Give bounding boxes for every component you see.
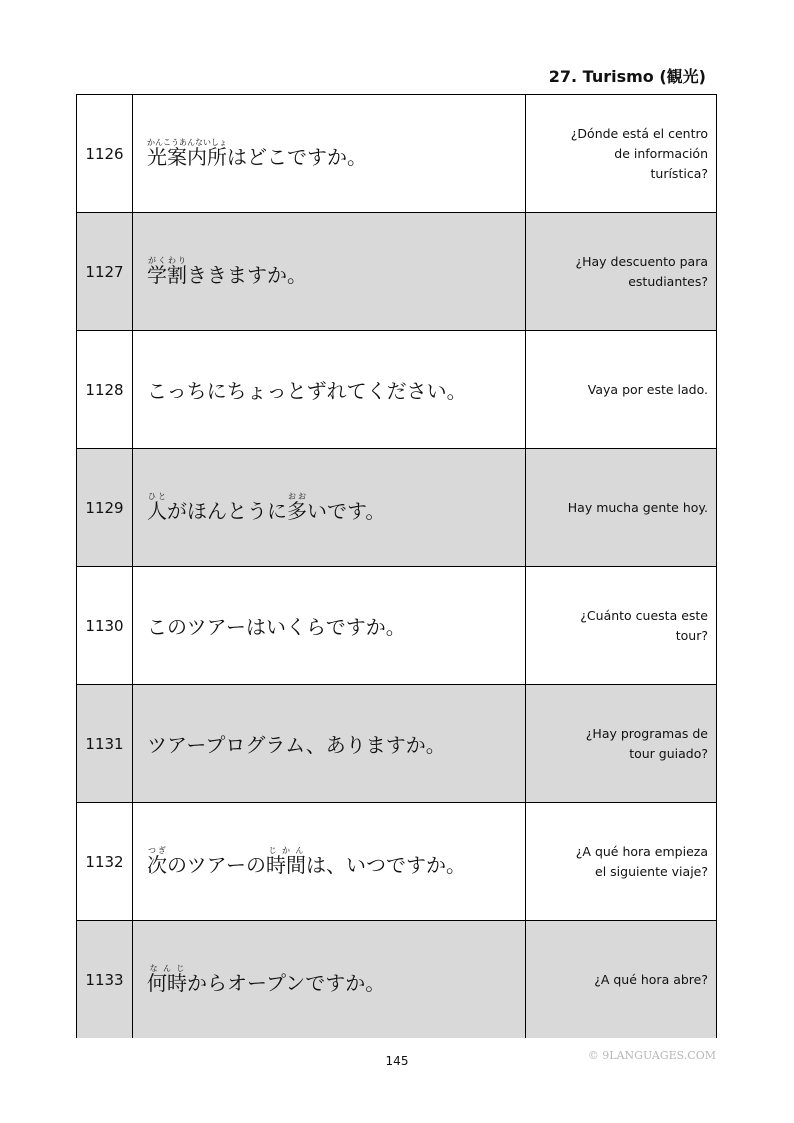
table-row	[77, 95, 717, 213]
furigana-reading: じかん	[266, 845, 306, 855]
table-row	[77, 213, 717, 331]
japanese-phrase	[133, 449, 526, 567]
phrase-table	[76, 94, 717, 1038]
furigana-word	[147, 963, 187, 995]
japanese-phrase	[133, 685, 526, 803]
kanji-base: 光案内所	[147, 144, 227, 169]
phrase-text: がほんとうに	[167, 498, 287, 523]
table-row	[77, 685, 717, 803]
japanese-phrase	[133, 803, 526, 921]
spanish-translation: ¿Hay programas de tour guiado?	[526, 685, 717, 803]
phrase-text: ツアープログラム、ありますか。	[147, 733, 446, 757]
phrase-text: は、いつですか。	[306, 852, 466, 877]
phrase-number: 1133	[77, 921, 133, 1039]
japanese-phrase	[133, 213, 526, 331]
furigana-reading: かんこうあんないしょ	[147, 137, 227, 147]
page-number: 145	[385, 1054, 409, 1068]
furigana-word	[147, 255, 187, 287]
spanish-translation: Vaya por este lado.	[526, 331, 717, 449]
japanese-phrase	[133, 921, 526, 1039]
spanish-translation: ¿Hay descuento para estudiantes?	[526, 213, 717, 331]
phrase-number: 1128	[77, 331, 133, 449]
phrase-text: このツアーはいくらですか。	[147, 615, 406, 639]
table-row	[77, 921, 717, 1039]
furigana-word	[147, 845, 167, 877]
kanji-base: 何時	[147, 970, 187, 995]
kanji-base: 次	[147, 852, 167, 877]
spanish-translation: ¿Cuánto cuesta este tour?	[526, 567, 717, 685]
spanish-translation: ¿A qué hora abre?	[526, 921, 717, 1039]
phrase-number: 1129	[77, 449, 133, 567]
phrase-number: 1126	[77, 95, 133, 213]
furigana-word	[147, 491, 167, 523]
phrase-number: 1131	[77, 685, 133, 803]
phrase-text: ききますか。	[187, 262, 307, 287]
page-title: 27. Turismo (観光)	[548, 67, 706, 86]
table-row	[77, 449, 717, 567]
phrase-text: からオープンですか。	[187, 970, 386, 995]
furigana-reading: がくわり	[147, 255, 187, 265]
table-row	[77, 803, 717, 921]
furigana-reading: なんじ	[147, 963, 187, 973]
kanji-base: 人	[147, 498, 167, 523]
kanji-base: 時間	[266, 852, 306, 877]
table-row	[77, 567, 717, 685]
kanji-base: 多	[287, 498, 307, 523]
furigana-reading: ひと	[147, 491, 167, 501]
spanish-translation: ¿A qué hora empieza el siguiente viaje?	[526, 803, 717, 921]
kanji-base: 学割	[147, 262, 187, 287]
phrase-number: 1127	[77, 213, 133, 331]
phrase-text: こっちにちょっとずれてください。	[147, 379, 467, 403]
phrase-text: はどこですか。	[227, 144, 367, 169]
watermark: © 9LANGUAGES.COM	[587, 1049, 716, 1062]
table-row	[77, 331, 717, 449]
furigana-word	[147, 137, 227, 169]
phrase-text: いです。	[307, 498, 386, 523]
furigana-word	[287, 491, 307, 523]
furigana-reading: おお	[287, 491, 307, 501]
furigana-reading: つぎ	[147, 845, 167, 855]
phrase-table-body	[77, 95, 717, 1039]
japanese-phrase	[133, 95, 526, 213]
spanish-translation: Hay mucha gente hoy.	[526, 449, 717, 567]
phrase-number: 1132	[77, 803, 133, 921]
phrase-text: のツアーの	[167, 852, 266, 877]
japanese-phrase	[133, 567, 526, 685]
spanish-translation: ¿Dónde está el centro de información turística?	[526, 95, 717, 213]
furigana-word	[266, 845, 306, 877]
japanese-phrase	[133, 331, 526, 449]
phrase-number: 1130	[77, 567, 133, 685]
